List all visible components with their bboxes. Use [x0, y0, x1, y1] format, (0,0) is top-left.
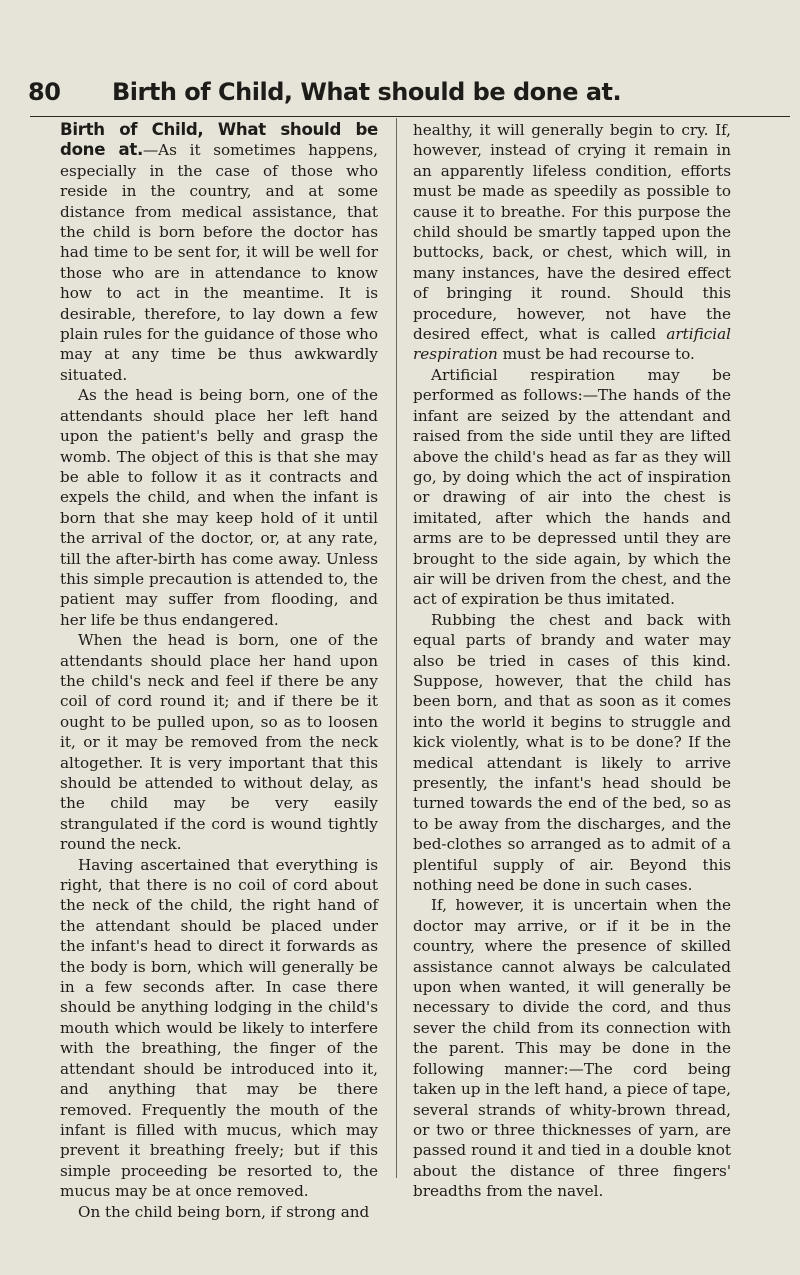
paragraph: On the child being born, if strong and — [78, 1202, 370, 1221]
column-divider — [396, 118, 397, 1178]
emphasis-term: artificial respiration — [413, 325, 731, 364]
running-head: Birth of Child, What should be done at. — [112, 78, 622, 106]
page-header — [0, 70, 800, 110]
article-heading: Birth of Child, What should be done at. — [60, 120, 378, 160]
header-rule — [30, 116, 790, 117]
paragraph-text: —As it sometimes happens, especially in the case of those who reside in the country, and at some distance from medical assistance, that the child is born before the doctor has had time to be sent for, it will be well for those who are in attendance to know how to act in the meantime. It is desirable, therefore, to lay down a few plain rules for the guidance of those who may at any time be thus awkwardly situated. — [60, 141, 378, 384]
paragraph: Having ascertained that everything is right, that there is no coil of cord about the neck of the child, the right hand of the attendant should be placed under the infant's head to direct it forwards as the body is born, which will generally be in a few seconds after. In case there should be anything lodging in the child's mouth which would be likely to interfere with the breathing, the finger of the attendant should be introduced into it, and anything that may be there removed. Frequently the mouth of the infant is filled with mucus, which may prevent it breathing freely; but if this simple proceeding be resorted to, the mucus may be at once removed. — [60, 855, 378, 1201]
paragraph: As the head is being born, one of the attendants should place her left hand upon the patient's belly and grasp the womb. The object of this is that she may be able to follow it as it contracts and expels the child, and when the infant is born that she may keep hold of it until the arrival of the doctor, or, at any rate, till the after-birth has come away. Unless this simple precaution is attended to, the patient may suffer from flooding, and her life be thus endangered. — [60, 386, 378, 629]
paragraph: Artificial respiration may be performed as follows:—The hands of the infant are seized by the attendant and raised from the side until they are lifted above the child's head as far as they will go, by doing which the act of inspiration or drawing of air into the chest is imitated, after which the hands and arms are to be depressed until they are brought to the side again, by which the air will be driven from the chest, and the act of expiration be thus imitated. — [413, 365, 731, 609]
paragraph: Rubbing the chest and back with equal parts of brandy and water may also be tried in cases of this kind. Suppose, however, that the child has been born, and that as soon as it comes into the world it begins to struggle and kick violently, what is to be done? If the medical attendant is likely to arrive presently, the infant's head should be turned towards the end of the bed, so as to be away from the discharges, and the bed-clothes so arranged as to admit of a plentiful supply of air. Beyond this nothing need be done in such cases. — [413, 610, 731, 895]
left-column — [60, 120, 378, 1222]
continued-paragraph — [413, 120, 731, 365]
paragraph: If, however, it is uncertain when the doctor may arrive, or if it be in the country, where the presence of skilled assistance cannot always be calculated upon when wanted, it will generally be necessary to divide the cord, and thus sever the child from its connection with the parent. This may be done in the following manner:—The cord being taken up in the left hand, a piece of tape, several strands of whity-brown thread, or two or three thicknesses of yarn, are passed round it and tied in a double knot about the distance of three fingers' breadths from the navel. — [413, 896, 731, 1201]
paragraph-text: must be had recourse to. — [497, 345, 695, 364]
page-number: 80 — [28, 78, 61, 106]
paragraph-text: healthy, it will generally begin to cry. If, however, instead of crying it remain in an apparently lifeless condition, efforts must be made as speedily as possible to cause it to breathe. For this purpose the child should be smartly tapped upon the buttocks, back, or chest, which will, in many instances, have the desired effect of bringing it round. Should this procedure, however, not have the desired effect, what is called — [413, 121, 731, 344]
article-intro-paragraph — [60, 120, 378, 385]
paragraph: When the head is born, one of the attendants should place her hand upon the child's neck and feel if there be any coil of cord round it; and if there be it ought to be pulled upon, so as to loosen it, or it may be removed from the neck altogether. It is very important that this should be attended to without delay, as the child may be very easily strangulated if the cord is wound tightly round the neck. — [60, 631, 378, 854]
right-column — [413, 120, 731, 1202]
